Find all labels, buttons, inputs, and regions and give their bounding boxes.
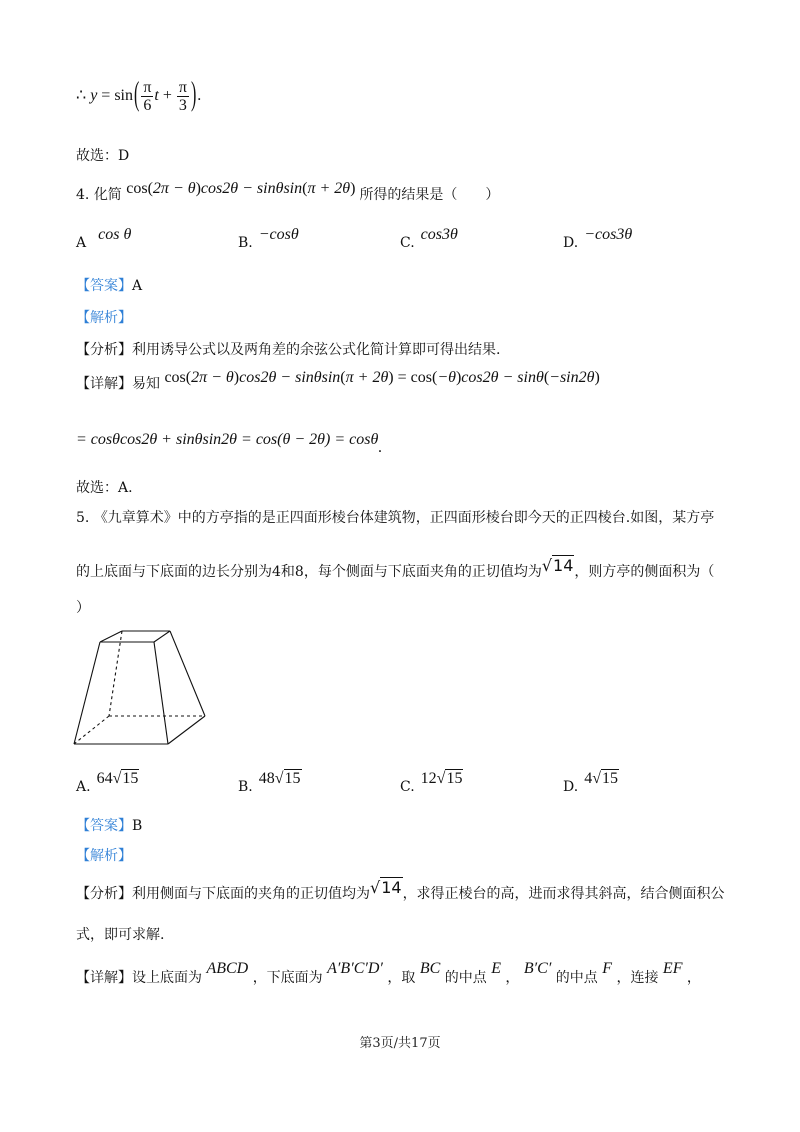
q5-stem-line3: ） <box>76 600 90 616</box>
q4-xiangjie: 【详解】易知 cos(2π − θ)cos2θ − sinθsin(π + 2θ) = cos(−θ)cos2θ − sinθ(−sin2θ) <box>76 369 600 392</box>
plus: + <box>162 87 172 104</box>
right-paren: ) <box>190 77 197 113</box>
fraction-pi-3: $\frac{\pi}{3}$ <box>178 78 187 114</box>
q4-stem-prefix: 化简 <box>93 187 122 203</box>
prev-choice: 故选：D <box>76 148 130 164</box>
q4-stem-suffix: 所得的结果是（ ） <box>359 187 500 203</box>
q4-option-c: C. cos3θ <box>400 226 458 251</box>
eq-sin: = sin <box>101 87 133 104</box>
page-footer: 第3页/共17页 <box>359 1036 441 1051</box>
q4-step1: cos(2π − θ)cos2θ − sinθsin(π + 2θ) = cos(−θ)cos2θ − sinθ(−sin2θ) <box>164 369 600 386</box>
q4-option-a: A cos θ <box>76 226 132 251</box>
answer-tag: 【答案】 <box>76 278 132 294</box>
var-t: t <box>154 87 159 104</box>
q4-expression: cos(2π − θ)cos2θ − sinθsin(π + 2θ) <box>126 180 360 197</box>
q5-option-d: D. 4√15 <box>563 770 618 795</box>
q4-step2: = cosθcos2θ + sinθsin2θ = cos(θ − 2θ) = cosθ. <box>76 431 383 456</box>
square-frustum-figure <box>72 626 212 750</box>
q4-choice: 故选：A. <box>76 480 133 496</box>
q4-number: 4. <box>76 187 90 203</box>
q4-fenxi: 【分析】利用诱导公式以及两角差的余弦公式化简计算即可得出结果. <box>76 342 501 358</box>
q5-option-b: B. 48√15 <box>238 770 301 795</box>
fraction-pi-6: $\frac{\pi}{6}$ <box>143 78 152 114</box>
q5-answer: 【答案】B <box>76 818 143 834</box>
sqrt-14-b: √14 <box>370 878 402 897</box>
q4-answer: 【答案】A <box>76 278 143 294</box>
q5-option-a: A. 64√15 <box>76 770 139 795</box>
left-paren: ( <box>134 77 140 113</box>
prev-equation: ∴ y = sin( $\frac{\pi}{6}$ t + $\frac{\pi}{3}$ ). <box>76 74 201 118</box>
q4-option-d: D. −cos3θ <box>563 226 633 251</box>
q4-option-b: B. −cosθ <box>238 226 299 251</box>
q4-analysis-tag: 【解析】 <box>76 310 132 326</box>
q5-fenxi-line2: 式，即可求解. <box>76 927 165 943</box>
q5-option-c: C. 12√15 <box>400 770 463 795</box>
q5-fenxi: 【分析】利用侧面与下底面的夹角的正切值均为√14，求得正棱台的高，进而求得其斜高，结合侧面积公 <box>76 878 725 902</box>
q5-stem-line1: 5. 《九章算术》中的方亭指的是正四面形棱台体建筑物，正四面形棱台即今天的正四棱台.如图，某方亭 <box>76 510 715 526</box>
var-y: y <box>90 87 98 104</box>
sqrt-14: √14 <box>541 556 574 575</box>
q5-stem-line2: 的上底面与下底面的边长分别为4和8，每个侧面与下底面夹角的正切值均为√14，则方亭的侧面积为（ <box>76 556 715 580</box>
q4-stem <box>76 180 500 205</box>
therefore-symbol: ∴ <box>76 87 87 104</box>
q5-xiangjie: 【详解】设上底面为 ABCD ，下底面为 A′B′C′D′ ，取 BC 的中点 E ， B′C′ 的中点 F ，连接 EF ， <box>76 960 701 986</box>
q5-analysis-tag: 【解析】 <box>76 848 132 864</box>
